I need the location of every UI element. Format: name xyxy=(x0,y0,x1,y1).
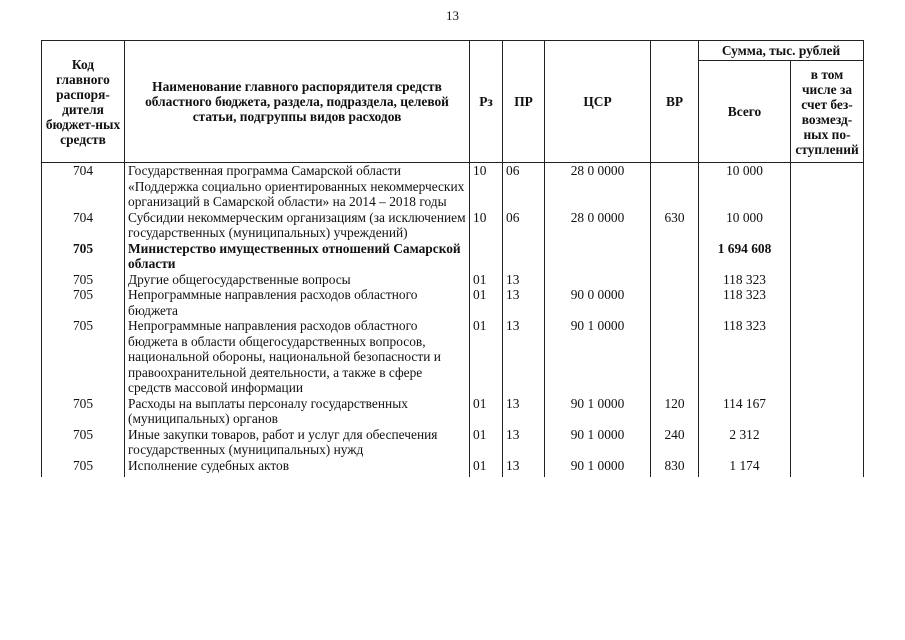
header-code: Код главного распоря-дителя бюджет-ных средств xyxy=(42,41,125,163)
cell-rz: 01 xyxy=(470,318,503,396)
cell-name: Расходы на выплаты персоналу государственных (муниципальных) органов xyxy=(125,396,470,427)
header-sum: Сумма, тыс. рублей xyxy=(699,41,864,61)
cell-rz: 01 xyxy=(470,272,503,288)
cell-csr: 28 0 0000 xyxy=(545,210,651,241)
cell-gratis xyxy=(791,318,864,396)
cell-total: 1 694 608 xyxy=(699,241,791,272)
cell-pr: 13 xyxy=(503,272,545,288)
cell-total: 10 000 xyxy=(699,163,791,210)
cell-csr: 90 1 0000 xyxy=(545,458,651,478)
cell-rz: 10 xyxy=(470,210,503,241)
table-row xyxy=(42,458,864,478)
cell-total: 118 323 xyxy=(699,318,791,396)
cell-total: 118 323 xyxy=(699,272,791,288)
cell-pr: 13 xyxy=(503,396,545,427)
cell-pr: 13 xyxy=(503,427,545,458)
cell-rz: 01 xyxy=(470,427,503,458)
header-gratis: в том числе за счет без-возмезд-ных по-ступлений xyxy=(791,61,864,163)
cell-total: 118 323 xyxy=(699,287,791,318)
header-total: Всего xyxy=(699,61,791,163)
table-row xyxy=(42,241,864,272)
cell-rz: 01 xyxy=(470,396,503,427)
cell-csr xyxy=(545,272,651,288)
cell-vr: 630 xyxy=(651,210,699,241)
cell-gratis xyxy=(791,458,864,478)
cell-code: 705 xyxy=(42,241,125,272)
cell-rz: 10 xyxy=(470,163,503,210)
cell-total: 10 000 xyxy=(699,210,791,241)
page-number: 13 xyxy=(446,8,459,23)
cell-csr: 90 1 0000 xyxy=(545,318,651,396)
cell-code: 705 xyxy=(42,272,125,288)
cell-name: Непрограммные направления расходов областного бюджета xyxy=(125,287,470,318)
cell-gratis xyxy=(791,427,864,458)
table-row xyxy=(42,163,864,210)
cell-gratis xyxy=(791,210,864,241)
cell-vr xyxy=(651,163,699,210)
cell-code: 705 xyxy=(42,318,125,396)
header-pr: ПР xyxy=(503,41,545,163)
cell-vr: 240 xyxy=(651,427,699,458)
cell-vr: 830 xyxy=(651,458,699,478)
cell-pr: 13 xyxy=(503,318,545,396)
cell-code: 705 xyxy=(42,287,125,318)
table-row xyxy=(42,396,864,427)
cell-total: 2 312 xyxy=(699,427,791,458)
cell-code: 705 xyxy=(42,427,125,458)
cell-name: Иные закупки товаров, работ и услуг для обеспечения государственных (муниципальных) нужд xyxy=(125,427,470,458)
cell-csr: 90 1 0000 xyxy=(545,396,651,427)
table-header xyxy=(42,41,864,163)
cell-code: 704 xyxy=(42,210,125,241)
cell-gratis xyxy=(791,272,864,288)
table-row xyxy=(42,287,864,318)
cell-vr xyxy=(651,241,699,272)
cell-vr xyxy=(651,318,699,396)
header-vr: ВР xyxy=(651,41,699,163)
cell-name: Министерство имущественных отношений Самарской области xyxy=(125,241,470,272)
cell-pr: 13 xyxy=(503,287,545,318)
table-row xyxy=(42,427,864,458)
cell-csr: 90 1 0000 xyxy=(545,427,651,458)
table-row xyxy=(42,272,864,288)
cell-vr: 120 xyxy=(651,396,699,427)
table-row xyxy=(42,210,864,241)
cell-name: Другие общегосударственные вопросы xyxy=(125,272,470,288)
table-row xyxy=(42,318,864,396)
table-body xyxy=(42,163,864,478)
cell-gratis xyxy=(791,241,864,272)
cell-code: 705 xyxy=(42,396,125,427)
header-csr: ЦСР xyxy=(545,41,651,163)
cell-pr: 06 xyxy=(503,210,545,241)
cell-total: 1 174 xyxy=(699,458,791,478)
cell-code: 705 xyxy=(42,458,125,478)
cell-csr: 90 0 0000 xyxy=(545,287,651,318)
cell-name: Исполнение судебных актов xyxy=(125,458,470,478)
cell-gratis xyxy=(791,287,864,318)
cell-name: Государственная программа Самарской области «Поддержка социально ориентированных некоммерческих организаций в Самарской области» на 2014 – 2018 годы xyxy=(125,163,470,210)
budget-table xyxy=(41,40,864,477)
cell-csr xyxy=(545,241,651,272)
cell-rz xyxy=(470,241,503,272)
cell-name: Субсидии некоммерческим организациям (за исключением государственных (муниципальных) учреждений) xyxy=(125,210,470,241)
cell-pr: 13 xyxy=(503,458,545,478)
cell-name: Непрограммные направления расходов областного бюджета в области общегосударственных вопросов, национальной обороны, национальной безопасности и правоохранительной деятельности, а также в сфере средств массовой информации xyxy=(125,318,470,396)
cell-gratis xyxy=(791,163,864,210)
cell-total: 114 167 xyxy=(699,396,791,427)
cell-pr: 06 xyxy=(503,163,545,210)
cell-rz: 01 xyxy=(470,458,503,478)
cell-code: 704 xyxy=(42,163,125,210)
cell-gratis xyxy=(791,396,864,427)
cell-vr xyxy=(651,272,699,288)
cell-rz: 01 xyxy=(470,287,503,318)
header-name: Наименование главного распорядителя средств областного бюджета, раздела, подраздела, целевой статьи, подгруппы видов расходов xyxy=(125,41,470,163)
cell-csr: 28 0 0000 xyxy=(545,163,651,210)
header-rz: Рз xyxy=(470,41,503,163)
cell-vr xyxy=(651,287,699,318)
cell-pr xyxy=(503,241,545,272)
